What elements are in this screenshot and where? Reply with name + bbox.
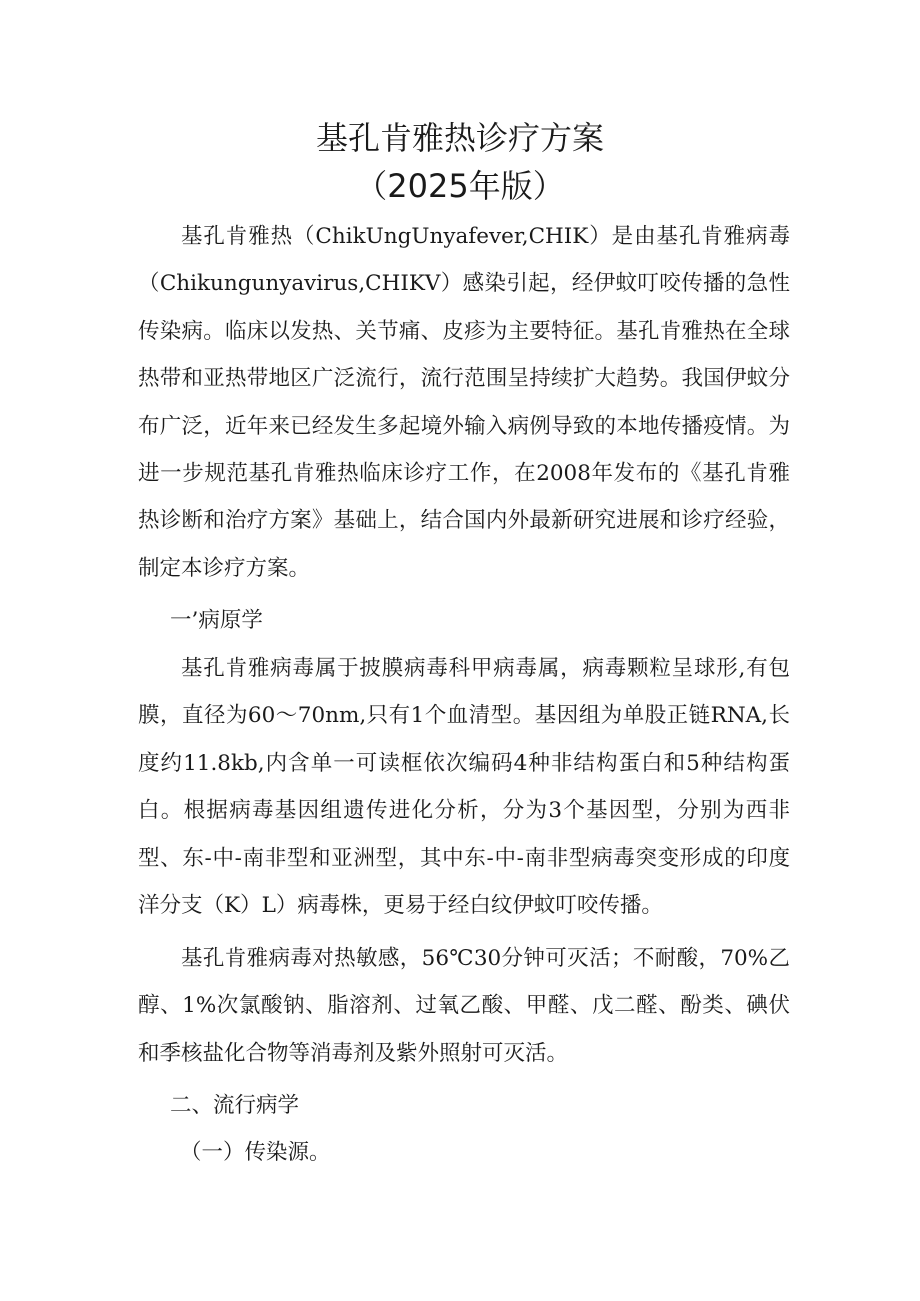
pathogen-paragraph-1: 基孔肯雅病毒属于披膜病毒科甲病毒属，病毒颗粒呈球形,有包膜，直径为60～70nm,只有1个血清型。基因组为单股正链RNA,长度约11.8kb,内含单一可读框依次编码4种非结构蛋白和5种结构蛋白。根据病毒基因组遗传进化分析，分为3个基因型，分别为西非型、东-中-南非型和亚洲型，其中东-中-南非型病毒突变形成的印度洋分支（K）L）病毒株，更易于经白纹伊蚊叮咬传播。	[138, 656, 790, 919]
subsection-heading-infection-source: （一）传染源。	[180, 1140, 331, 1165]
section-heading-epidemiology: 二、流行病学	[170, 1093, 300, 1118]
document-title: 基孔肯雅热诊疗方案	[315, 119, 604, 157]
document-edition: （2025年版）	[355, 167, 565, 205]
pathogen-paragraph-2: 基孔肯雅病毒对热敏感，56℃30分钟可灭活；不耐酸，70%乙醇、1%次氯酸钠、脂溶剂、过氧乙酸、甲醛、戊二醛、酚类、碘伏和季核盐化合物等消毒剂及紫外照射可灭活。	[138, 946, 790, 1066]
intro-paragraph: 基孔肯雅热（ChikUngUnyafever,CHIK）是由基孔肯雅病毒（Chikungunyavirus,CHIKV）感染引起，经伊蚊叮咬传播的急性传染病。临床以发热、关节痛、皮疹为主要特征。基孔肯雅热在全球热带和亚热带地区广泛流行，流行范围呈持续扩大趋势。我国伊蚊分布广泛，近年来已经发生多起境外输入病例导致的本地传播疫情。为进一步规范基孔肯雅热临床诊疗工作，在2008年发布的《基孔肯雅热诊断和治疗方案》基础上，结合国内外最新研究进展和诊疗经验，制定本诊疗方案。	[138, 224, 790, 581]
section-heading-pathogen: 一’病原学	[170, 608, 263, 633]
